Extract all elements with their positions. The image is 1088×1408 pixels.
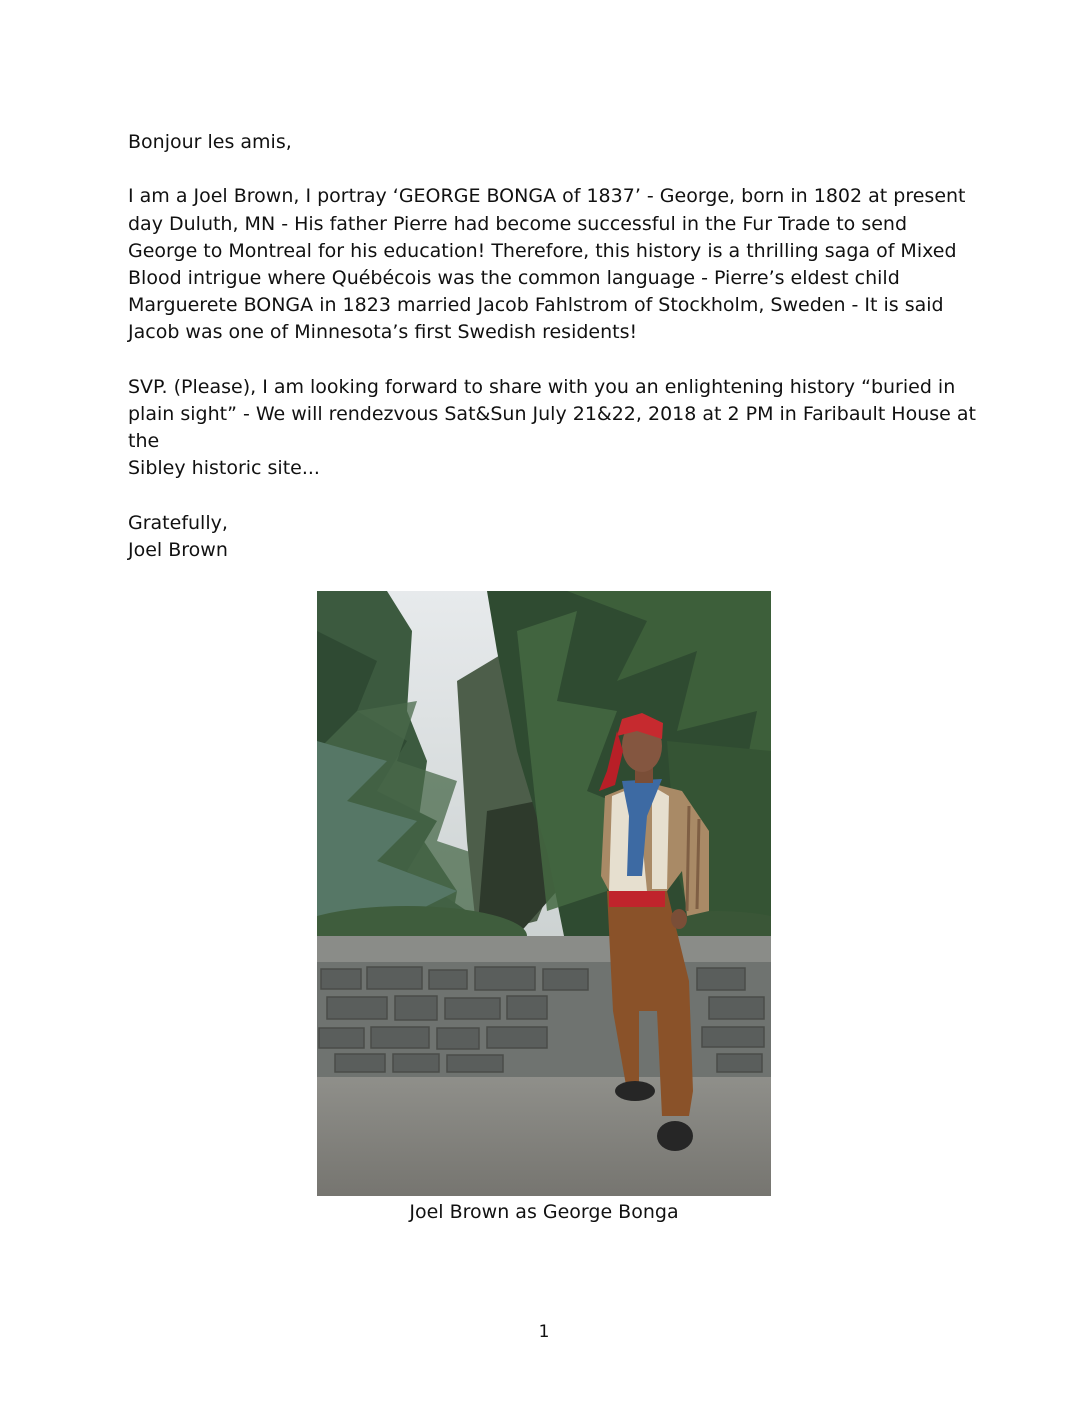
letter-body: [128, 129, 976, 564]
paragraph-spacer: [128, 347, 948, 374]
paragraph-spacer: [128, 156, 948, 183]
paragraph1-line: George to Montreal for his education! Therefore, this history is a thrilling saga of Mixed: [128, 239, 957, 262]
paragraph-spacer: [128, 483, 948, 510]
paragraph2-line: Sibley historic site...: [128, 457, 320, 480]
paragraph1-line: Blood intrigue where Québécois was the common language - Pierre’s eldest child: [128, 267, 900, 289]
paragraph2-line: the: [128, 430, 160, 453]
greeting: Bonjour les amis,: [128, 131, 292, 153]
signature: Joel Brown: [128, 539, 228, 561]
paragraph1-line: day Duluth, MN - His father Pierre had become successful in the Fur Trade to send: [128, 212, 908, 235]
paragraph1-line: Jacob was one of Minnesota’s first Swedish residents!: [128, 321, 638, 344]
paragraph1-line: Marguerete BONGA in 1823 married Jacob Fahlstrom of Stockholm, Sweden - It is said: [128, 294, 944, 317]
page-number: 1: [538, 1322, 550, 1342]
closing: Gratefully,: [128, 511, 228, 534]
paragraph2-line: SVP. (Please), I am looking forward to share with you an enlightening history “buried in: [128, 375, 956, 398]
photo-caption: Joel Brown as George Bonga: [409, 1201, 679, 1223]
paragraph1-line: I am a Joel Brown, I portray ‘GEORGE BONGA of 1837’ - George, born in 1802 at present: [128, 185, 966, 208]
portrait-illustration: [317, 591, 771, 1196]
paragraph2-line: plain sight” - We will rendezvous Sat&Sun July 21&22, 2018 at 2 PM in Faribault House at: [128, 403, 976, 425]
portrait-photo: [317, 591, 771, 1196]
